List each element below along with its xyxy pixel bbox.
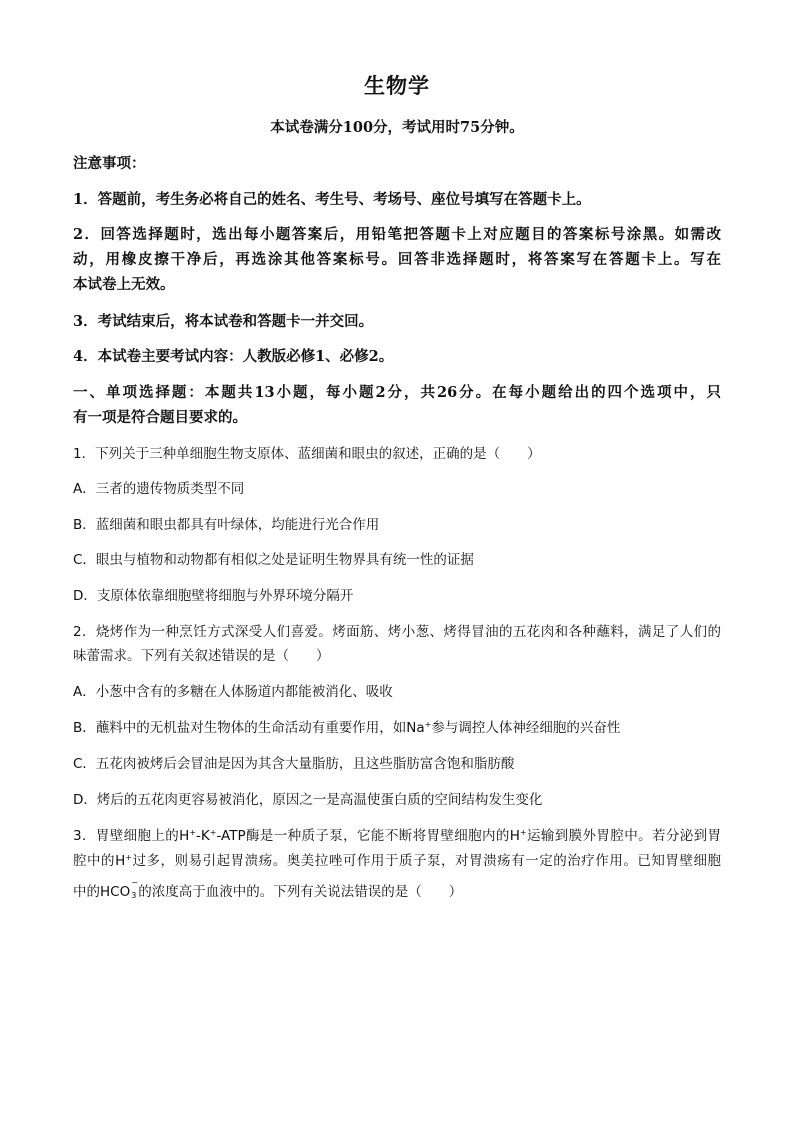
section-heading-line-1: 一、单项选择题：本题共13小题，每小题2分，共26分。在每小题给出的四个选项中，只 <box>73 384 721 401</box>
section-heading-line-2: 有一项是符合题目要求的。 <box>73 409 247 426</box>
question-2-stem-line-2: 味蕾需求。下列有关叙述错误的是（ ） <box>73 648 330 664</box>
hco3-charge: − 3 <box>131 878 138 900</box>
question-1-stem: 1．下列关于三种单细胞生物支原体、蓝细菌和眼虫的叙述，正确的是（ ） <box>73 446 541 462</box>
question-2-stem-line-1: 2．烧烤作为一种烹饪方式深受人们喜爱。烤面筋、烤小葱、烤得冒油的五花肉和各种蘸料，满足了人们的 <box>73 624 721 640</box>
question-2-option-b: B．蘸料中的无机盐对生物体的生命活动有重要作用，如Na+参与调控人体神经细胞的兴奋性 <box>73 720 621 736</box>
notice-item-4: 4．本试卷主要考试内容：人教版必修1、必修2。 <box>73 348 394 365</box>
question-1-option-d: D．支原体依靠细胞壁将细胞与外界环境分隔开 <box>73 588 354 604</box>
notice-item-2-line-3: 本试卷上无效。 <box>73 276 175 293</box>
question-1-option-c: C．眼虫与植物和动物都有相似之处是证明生物界具有统一性的证据 <box>73 552 474 568</box>
notice-heading: 注意事项： <box>73 155 146 172</box>
notice-item-2-line-2: 动，用橡皮擦干净后，再选涂其他答案标号。回答非选择题时，将答案写在答题卡上。写在 <box>73 251 721 268</box>
question-1-option-a: A．三者的遗传物质类型不同 <box>73 481 245 497</box>
notice-item-2-line-1: 2．回答选择题时，选出每小题答案后，用铅笔把答题卡上对应题目的答案标号涂黑。如需改 <box>73 226 721 243</box>
question-2-option-c: C．五花肉被烤后会冒油是因为其含大量脂肪，且这些脂肪富含饱和脂肪酸 <box>73 756 515 772</box>
notice-item-3: 3．考试结束后，将本试卷和答题卡一并交回。 <box>73 313 374 330</box>
question-3-stem-line-2: 腔中的H+过多，则易引起胃溃疡。奥美拉唑可作用于质子泵，对胃溃疡有一定的治疗作用。已知胃壁细胞 <box>73 853 722 869</box>
question-3-stem-line-1: 3．胃壁细胞上的H+-K+-ATP酶是一种质子泵，它能不断将胃壁细胞内的H+运输到膜外胃腔中。若分泌到胃 <box>73 828 721 844</box>
question-2-option-d: D．烤后的五花肉更容易被消化，原因之一是高温使蛋白质的空间结构发生变化 <box>73 792 543 808</box>
exam-info: 本试卷满分100分，考试用时75分钟。 <box>270 119 524 136</box>
page-title: 生物学 <box>364 73 430 98</box>
question-1-option-b: B．蓝细菌和眼虫都具有叶绿体，均能进行光合作用 <box>73 517 380 533</box>
question-2-option-a: A．小葱中含有的多糖在人体肠道内都能被消化、吸收 <box>73 684 393 700</box>
question-3-stem-line-3: 中的HCO − 3 的浓度高于血液中的。下列有关说法错误的是（ ） <box>73 878 463 900</box>
notice-item-1: 1．答题前，考生务必将自己的姓名、考生号、考场号、座位号填写在答题卡上。 <box>73 191 591 208</box>
